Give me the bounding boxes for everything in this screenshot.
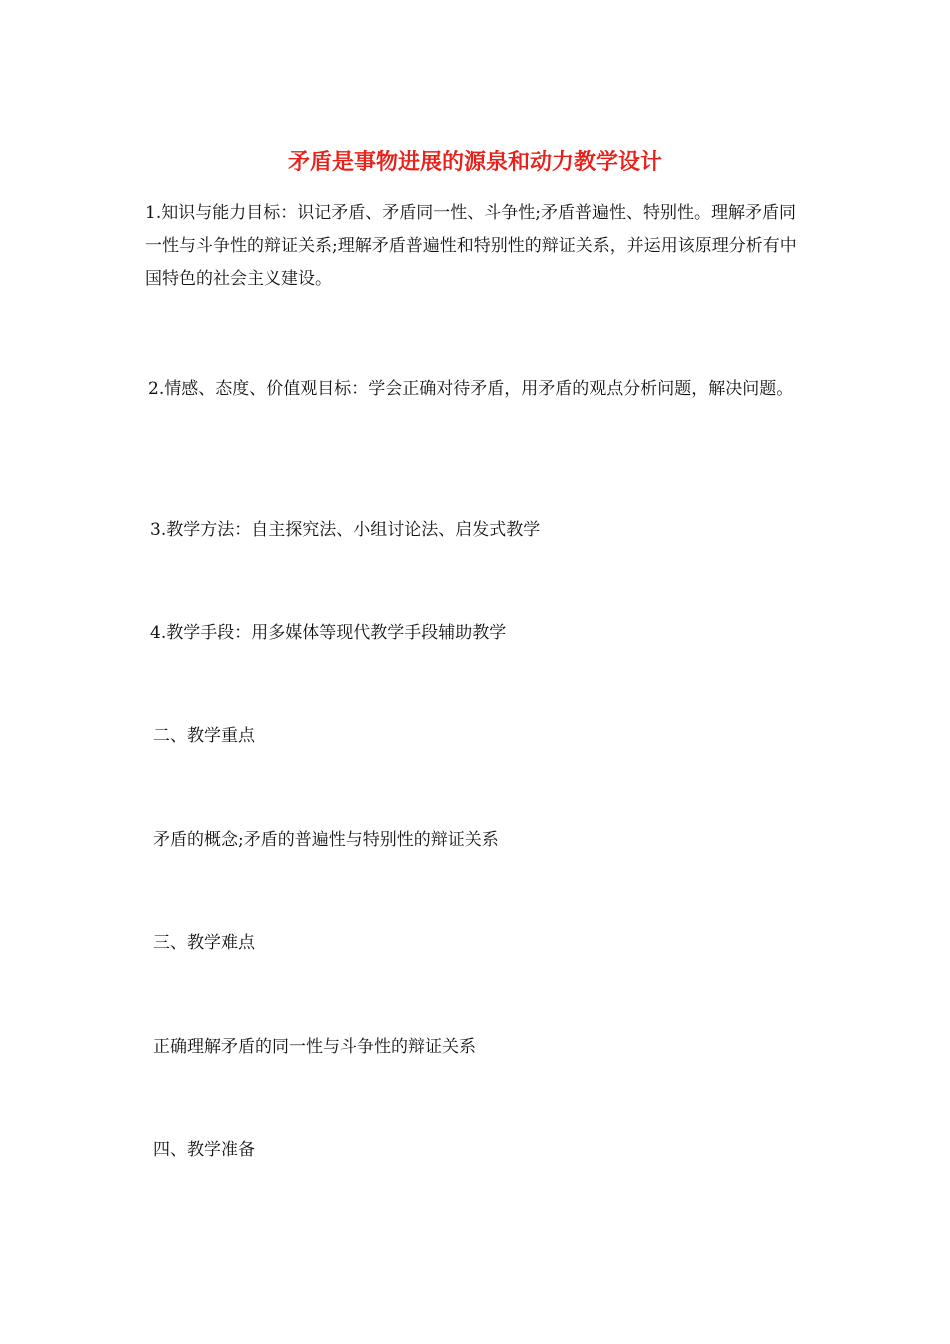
heading-difficulties: 三、教学难点	[153, 933, 255, 953]
paragraph-key-points: 矛盾的概念;矛盾的普遍性与特别性的辩证关系	[153, 830, 499, 850]
heading-preparation: 四、教学准备	[153, 1140, 255, 1160]
paragraph-knowledge-goals: 1.知识与能力目标：识记矛盾、矛盾同一性、斗争性;矛盾普遍性、特别性。理解矛盾同一性与斗争性的辩证关系;理解矛盾普遍性和特别性的辩证关系，并运用该原理分析有中国特色的社会主义建设。	[145, 203, 797, 289]
document-title: 矛盾是事物进展的源泉和动力教学设计	[287, 150, 662, 175]
paragraph-teaching-methods: 3.教学方法：自主探究法、小组讨论法、启发式教学	[150, 520, 541, 540]
paragraph-teaching-means: 4.教学手段：用多媒体等现代教学手段辅助教学	[150, 623, 507, 643]
paragraph-emotion-goals: 2.情感、态度、价值观目标：学会正确对待矛盾，用矛盾的观点分析问题，解决问题。	[148, 379, 794, 399]
paragraph-difficulties: 正确理解矛盾的同一性与斗争性的辩证关系	[153, 1037, 476, 1057]
heading-key-points: 二、教学重点	[153, 726, 255, 746]
